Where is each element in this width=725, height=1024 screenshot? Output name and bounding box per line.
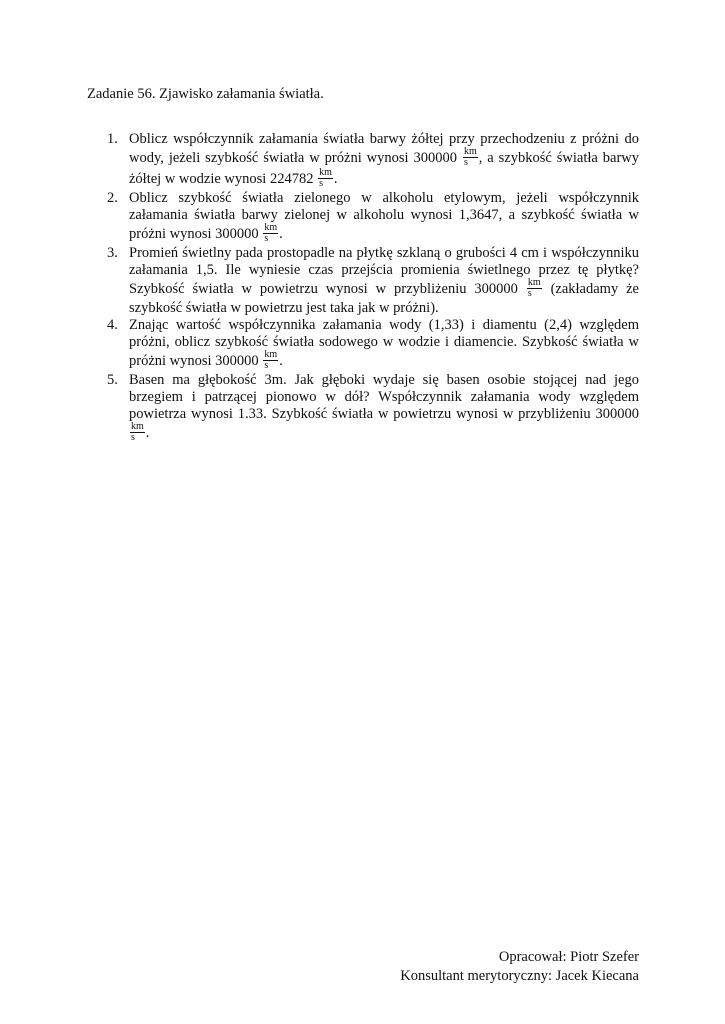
consultant-line: Konsultant merytoryczny: Jacek Kiecana [400, 968, 639, 984]
task-item [107, 131, 639, 190]
unit-fraction [130, 422, 145, 443]
task-number: 2. [107, 190, 118, 206]
task-text-segment: . [279, 225, 283, 242]
task-text-segment: . [145, 424, 150, 441]
task-text-segment: Oblicz współczynnik załamania światła barwy żółtej przy przechodzeniu z próżni do wody, jeżeli szybkość światła w próżni wynosi 300000 [129, 131, 639, 166]
task-text-segment: Promień świetlny pada prostopadle na płytkę szklaną o grubości 4 cm i współczynniku załamania 1,5. Ile wyniesie czas przejścia promienia świetlnego przez tę płytkę? Szybkość światła w powietrzu wynosi w przybliżeniu 300000 [129, 245, 639, 297]
unit-numerator: km [131, 421, 144, 432]
task-item [107, 372, 639, 444]
unit-numerator: km [264, 349, 278, 360]
task-text-segment: (zakładamy że szybkość światła w powietrzu jest taka jak w próżni). [129, 280, 639, 316]
task-number: 1. [107, 131, 118, 147]
task-text-segment: . [333, 170, 338, 187]
unit-denominator: s [319, 178, 323, 189]
unit-fraction [463, 147, 478, 168]
task-text-segment: Znając wartość współczynnika załamania wody (1,33) i diamentu (2,4) względem próżni, oblicz szybkość światła sodowego w wodzie i diamencie. Szybkość światła w próżni wynosi 300000 [129, 317, 639, 369]
unit-fraction [263, 350, 278, 371]
task-text-segment: . [279, 352, 283, 369]
task-text-segment: Oblicz szybkość światła zielonego w alkoholu etylowym, jeżeli współczynnik załamania światła barwy zielonej w alkoholu wynosi 1,3647, a szybkość światła w próżni wynosi 300000 [129, 190, 639, 242]
unit-fraction [263, 223, 278, 244]
unit-denominator: s [463, 157, 468, 168]
task-number: 3. [107, 245, 118, 261]
task-list [107, 131, 639, 444]
task-text-segment: Basen ma głębokość 3m. Jak głęboki wydaje się basen osobie stojącej nad jego brzegiem i patrzącej pionowo w dół? Współczynnik załamania wody względem powietrza wynosi 1.33. Szybkość światła w powietrzu wynosi w przybliżeniu 300000 [129, 372, 639, 422]
unit-fraction [527, 278, 542, 299]
task-item [107, 317, 639, 372]
task-text [129, 190, 639, 245]
unit-denominator: s [527, 288, 532, 299]
document-title: Zadanie 56. Zjawisko załamania światła. [87, 86, 324, 102]
unit-numerator: km [319, 167, 332, 178]
task-text [129, 245, 639, 317]
unit-fraction [318, 168, 333, 189]
task-item [107, 245, 639, 317]
unit-numerator: km [527, 277, 541, 288]
unit-denominator: s [264, 360, 269, 371]
task-item [107, 190, 639, 245]
footer [400, 948, 639, 986]
unit-denominator: s [131, 432, 135, 443]
task-text [129, 317, 639, 372]
task-text-segment: , a szybkość światła barwy żółtej w wodzie wynosi 224782 [129, 149, 639, 187]
unit-denominator: s [264, 233, 269, 244]
unit-numerator: km [463, 146, 477, 157]
task-number: 4. [107, 317, 118, 333]
unit-numerator: km [264, 222, 278, 233]
task-text [129, 372, 639, 444]
author-line: Opracował: Piotr Szefer [498, 949, 639, 965]
task-number: 5. [107, 372, 118, 388]
task-text [129, 131, 639, 190]
